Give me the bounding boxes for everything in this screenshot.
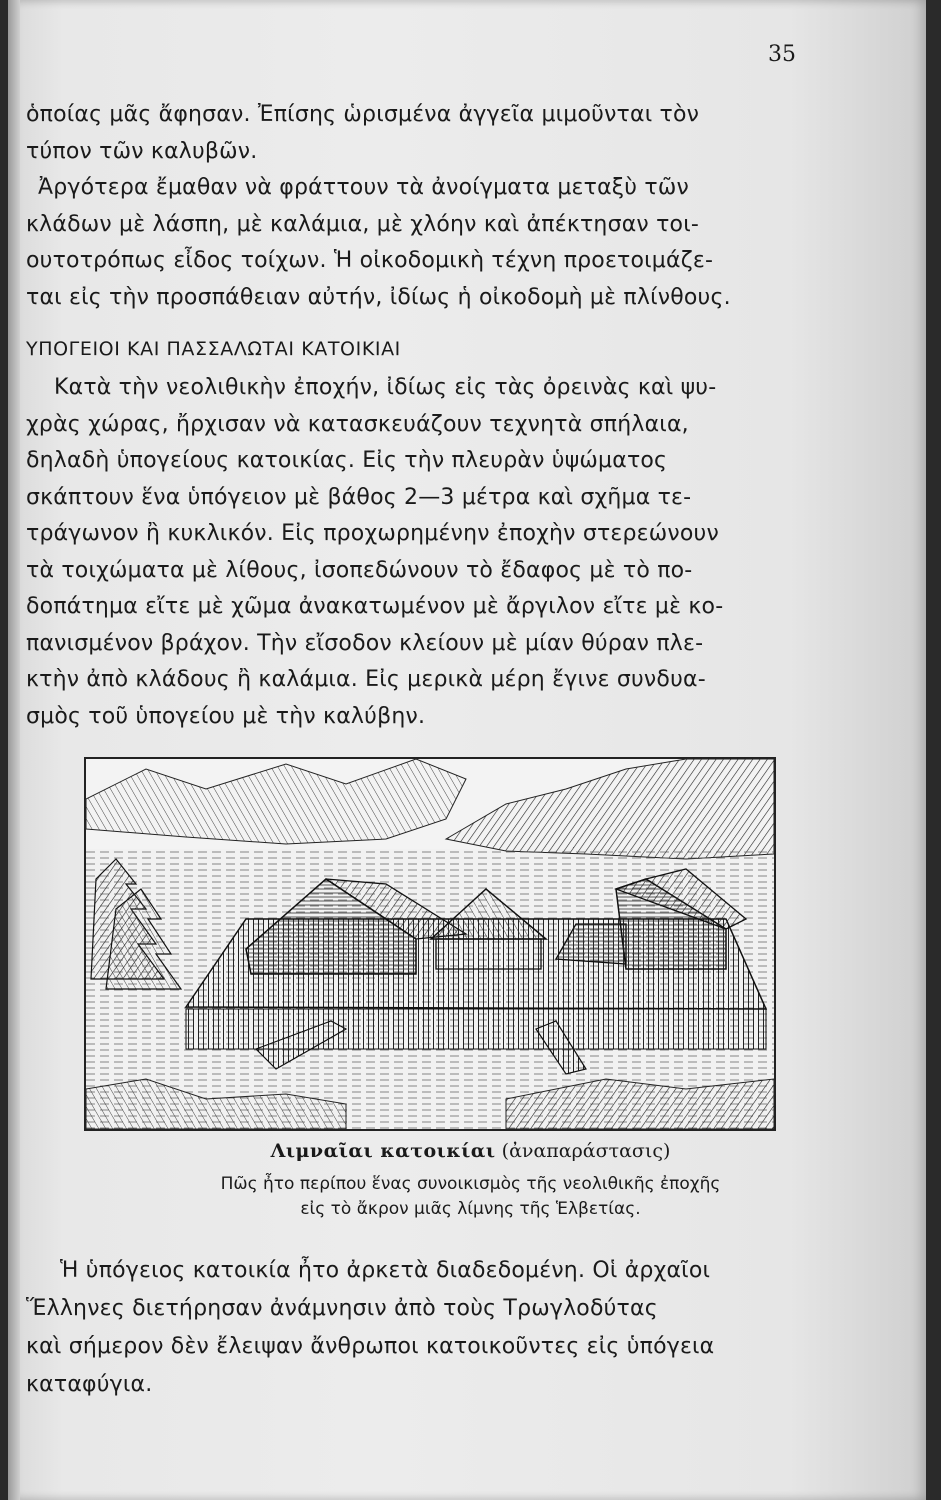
engraving-svg xyxy=(86,759,774,1129)
page-binding-edge xyxy=(8,0,20,1500)
text-line: κλάδων μὲ λάσπη, μὲ καλάμια, μὲ χλόην καὶ ἀπέκτησαν τοι- xyxy=(26,211,699,237)
paragraph-2 xyxy=(26,370,808,735)
text-line: καὶ σήμερον δὲν ἔλειψαν ἄνθρωποι κατοικοῦντες εἰς ὑπόγεια xyxy=(26,1334,715,1359)
round-hut-wall xyxy=(436,939,541,969)
text-line: χρὰς χώρας, ἤρχισαν νὰ κατασκευάζουν τεχνητὰ σπήλαια, xyxy=(26,411,689,437)
paragraph-1 xyxy=(26,97,808,316)
text-line: σκάπτουν ἕνα ὑπόγειον μὲ βάθος 2—3 μέτρα καὶ σχῆμα τε- xyxy=(26,484,692,510)
caption-line: Πῶς ἦτο περίπου ἕνας συνοικισμὸς τῆς νεολιθικῆς ἐποχῆς xyxy=(220,1174,721,1194)
figure-caption-subtitle xyxy=(0,1172,941,1222)
text-line: καταφύγια. xyxy=(26,1372,153,1397)
text-line: ται εἰς τὴν προσπάθειαν αὐτήν, ἰδίως ἡ οἰκοδομὴ μὲ πλίνθους. xyxy=(26,284,731,310)
text-line: τράγωνον ἢ κυκλικόν. Εἰς προχωρημένην ἐποχὴν στερεώνουν xyxy=(26,521,719,546)
section-heading: ΥΠΟΓΕΙΟΙ ΚΑΙ ΠΑΣΣΑΛΩΤΑΙ ΚΑΤΟΙΚΙΑΙ xyxy=(26,338,401,360)
text-line: Κατὰ τὴν νεολιθικὴν ἐποχήν, ἰδίως εἰς τὰς ὀρεινὰς καὶ ψυ- xyxy=(54,375,717,400)
caption-bold: Λιμναῖαι κατοικίαι xyxy=(270,1140,496,1162)
caption-line: εἰς τὸ ἄκρον μιᾶς λίμνης τῆς Ἑλβετίας. xyxy=(300,1199,641,1219)
text-line: σμὸς τοῦ ὑπογείου μὲ τὴν καλύβην. xyxy=(26,703,426,729)
text-line: ὁποίας μᾶς ἄφησαν. Ἐπίσης ὡρισμένα ἀγγεῖα μιμοῦνται τὸν xyxy=(26,102,700,127)
text-line: δηλαδὴ ὑπογείους κατοικίας. Εἰς τὴν πλευρὰν ὑψώματος xyxy=(26,448,668,473)
text-line: Ἕλληνες διετήρησαν ἀνάμνησιν ἀπὸ τοὺς Τρωγλοδύτας xyxy=(26,1296,658,1321)
page-number: 35 xyxy=(768,42,796,67)
text-line: ουτοτρόπως εἶδος τοίχων. Ἡ οἰκοδομικὴ τέχνη προετοιμάζε- xyxy=(26,248,714,273)
text-line: δοπάτημα εἴτε μὲ χῶμα ἀνακατωμένον μὲ ἄργιλον εἴτε μὲ κο- xyxy=(26,594,724,619)
figure-caption-title xyxy=(0,1140,941,1162)
text-line: τὰ τοιχώματα μὲ λίθους, ἰσοπεδώνουν τὸ ἔδαφος μὲ τὸ πο- xyxy=(26,557,693,583)
paragraph-3 xyxy=(26,1252,808,1404)
text-line: Ἡ ὑπόγειος κατοικία ἦτο ἀρκετὰ διαδεδομένη. Οἱ ἀρχαῖοι xyxy=(60,1258,711,1283)
lake-dwellings-illustration xyxy=(84,757,776,1131)
left-mountains xyxy=(86,759,466,844)
caption-parenthetical: (ἀναπαράστασις) xyxy=(501,1140,671,1162)
text-line: πανισμένον βράχον. Τὴν εἴσοδον κλείουν μὲ μίαν θύραν πλε- xyxy=(26,630,704,656)
text-line: κτὴν ἀπὸ κλάδους ἢ καλάμια. Εἰς μερικὰ μέρη ἔγινε συνδυα- xyxy=(26,667,706,692)
text-line: Ἀργότερα ἔμαθαν νὰ φράττουν τὰ ἀνοίγματα μεταξὺ τῶν xyxy=(38,175,689,200)
text-line: τύπον τῶν καλυβῶν. xyxy=(26,138,258,164)
